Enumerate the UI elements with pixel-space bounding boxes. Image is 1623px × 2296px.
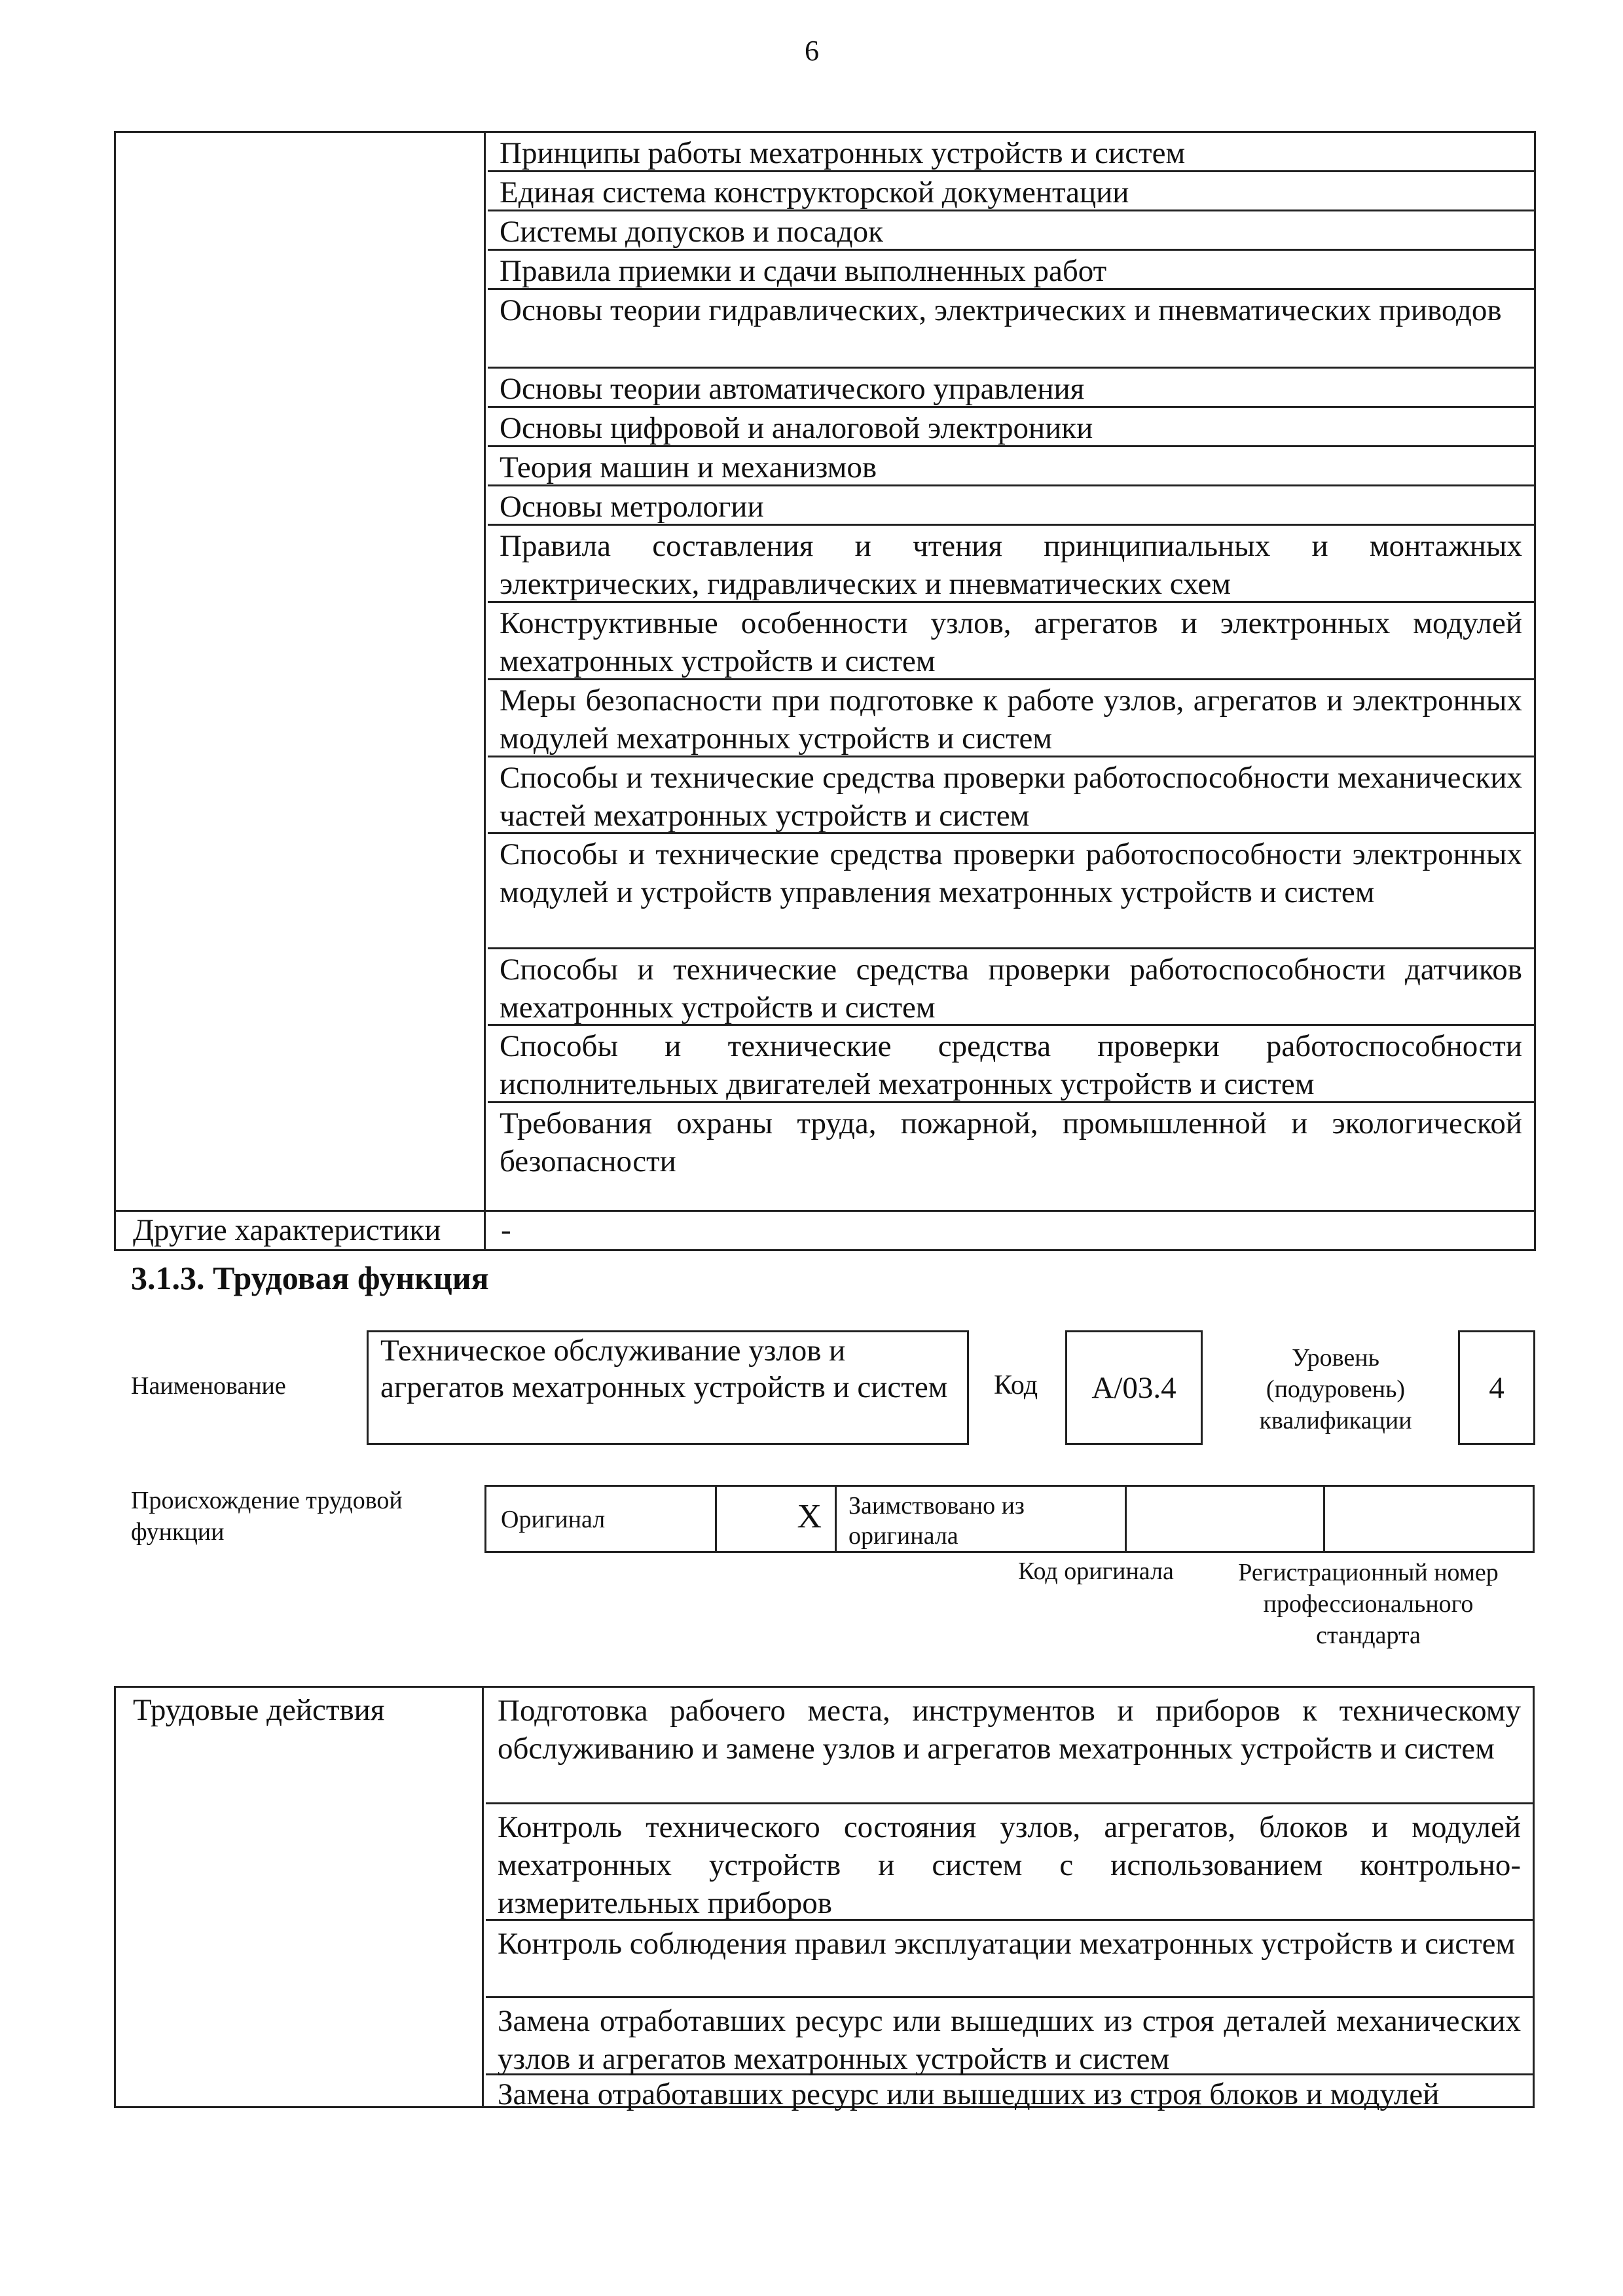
labor-action-item: Контроль соблюдения правил эксплуатации мехатронных устройств и систем xyxy=(486,1921,1533,1998)
qualification-level-box: 4 xyxy=(1458,1330,1535,1445)
origin-original-label: Оригинал xyxy=(501,1506,606,1533)
knowledge-item: Основы теории автоматического управления xyxy=(488,369,1534,408)
knowledge-item: Способы и технические средства проверки работоспособности исполнительных двигателей мехатронных устройств и систем xyxy=(488,1026,1534,1103)
knowledge-item: Конструктивные особенности узлов, агрегатов и электронных модулей мехатронных устройств и систем xyxy=(488,603,1534,680)
labor-actions-label: Трудовые действия xyxy=(116,1688,484,2106)
knowledge-item: Правила составления и чтения принципиальных и монтажных электрических, гидравлических и пневматических схем xyxy=(488,526,1534,603)
knowledge-item: Способы и технические средства проверки работоспособности электронных модулей и устройств управления мехатронных устройств и систем xyxy=(488,834,1534,949)
labor-actions-table xyxy=(114,1686,1535,2111)
name-label: Наименование xyxy=(131,1372,286,1400)
origin-mark-cell xyxy=(717,1487,837,1551)
knowledge-item: Теория машин и механизмов xyxy=(488,447,1534,486)
section-heading: 3.1.3. Трудовая функция xyxy=(131,1260,489,1296)
labor-action-item: Замена отработавших ресурс или вышедших из строя деталей механических узлов и агрегатов мехатронных устройств и систем xyxy=(486,1998,1533,2075)
function-code-box: А/03.4 xyxy=(1065,1330,1203,1445)
origin-code-cell xyxy=(1127,1487,1325,1551)
origin-borrowed-label: Заимствовано из оригинала xyxy=(848,1492,1025,1550)
page-number: 6 xyxy=(805,35,819,67)
reg-number-caption: Регистрационный номер профессионального стандарта xyxy=(1238,1559,1499,1649)
code-original-caption: Код оригинала xyxy=(1018,1558,1174,1585)
origin-reg-number-cell xyxy=(1325,1487,1537,1551)
other-characteristics-label: Другие характеристики xyxy=(116,1212,486,1249)
function-name-box: Техническое обслуживание узлов и агрегатов мехатронных устройств и систем xyxy=(367,1330,969,1445)
code-label: Код xyxy=(994,1370,1038,1400)
knowledge-item: Принципы работы мехатронных устройств и систем xyxy=(488,133,1534,172)
origin-label: Происхождение трудовой функции xyxy=(131,1487,403,1546)
other-characteristics-value: - xyxy=(501,1213,511,1247)
origin-original-cell xyxy=(486,1487,717,1551)
origin-original-mark: X xyxy=(797,1498,822,1535)
knowledge-item: Способы и технические средства проверки работоспособности датчиков мехатронных устройств и систем xyxy=(488,949,1534,1026)
origin-borrowed-cell xyxy=(837,1487,1127,1551)
knowledge-item: Единая система конструкторской документации xyxy=(488,172,1534,211)
knowledge-item: Способы и технические средства проверки работоспособности механических частей мехатронных устройств и систем xyxy=(488,757,1534,834)
labor-action-item: Подготовка рабочего места, инструментов и приборов к техническому обслуживанию и замене узлов и агрегатов мехатронных устройств и систем xyxy=(486,1688,1533,1804)
other-characteristics-row xyxy=(114,1212,1536,1251)
origin-table xyxy=(484,1485,1535,1553)
knowledge-item: Правила приемки и сдачи выполненных работ xyxy=(488,251,1534,290)
labor-action-item: Замена отработавших ресурс или вышедших из строя блоков и модулей xyxy=(498,2077,1440,2111)
labor-action-item: Контроль технического состояния узлов, агрегатов, блоков и модулей мехатронных устройств и систем с использованием контрольно-измерительных приборов xyxy=(486,1804,1533,1921)
knowledge-item: Системы допусков и посадок xyxy=(488,211,1534,251)
knowledge-table xyxy=(114,131,1536,1212)
knowledge-item: Меры безопасности при подготовке к работе узлов, агрегатов и электронных модулей мехатронных устройств и систем xyxy=(488,680,1534,757)
knowledge-label-cell xyxy=(116,133,486,1210)
knowledge-item: Требования охраны труда, пожарной, промышленной и экологической безопасности xyxy=(500,1106,1522,1178)
knowledge-item: Основы метрологии xyxy=(488,486,1534,526)
knowledge-item: Основы цифровой и аналоговой электроники xyxy=(488,408,1534,447)
qualification-level-label: Уровень (подуровень) квалификации xyxy=(1259,1344,1412,1434)
knowledge-item: Основы теории гидравлических, электрических и пневматических приводов xyxy=(488,290,1534,369)
